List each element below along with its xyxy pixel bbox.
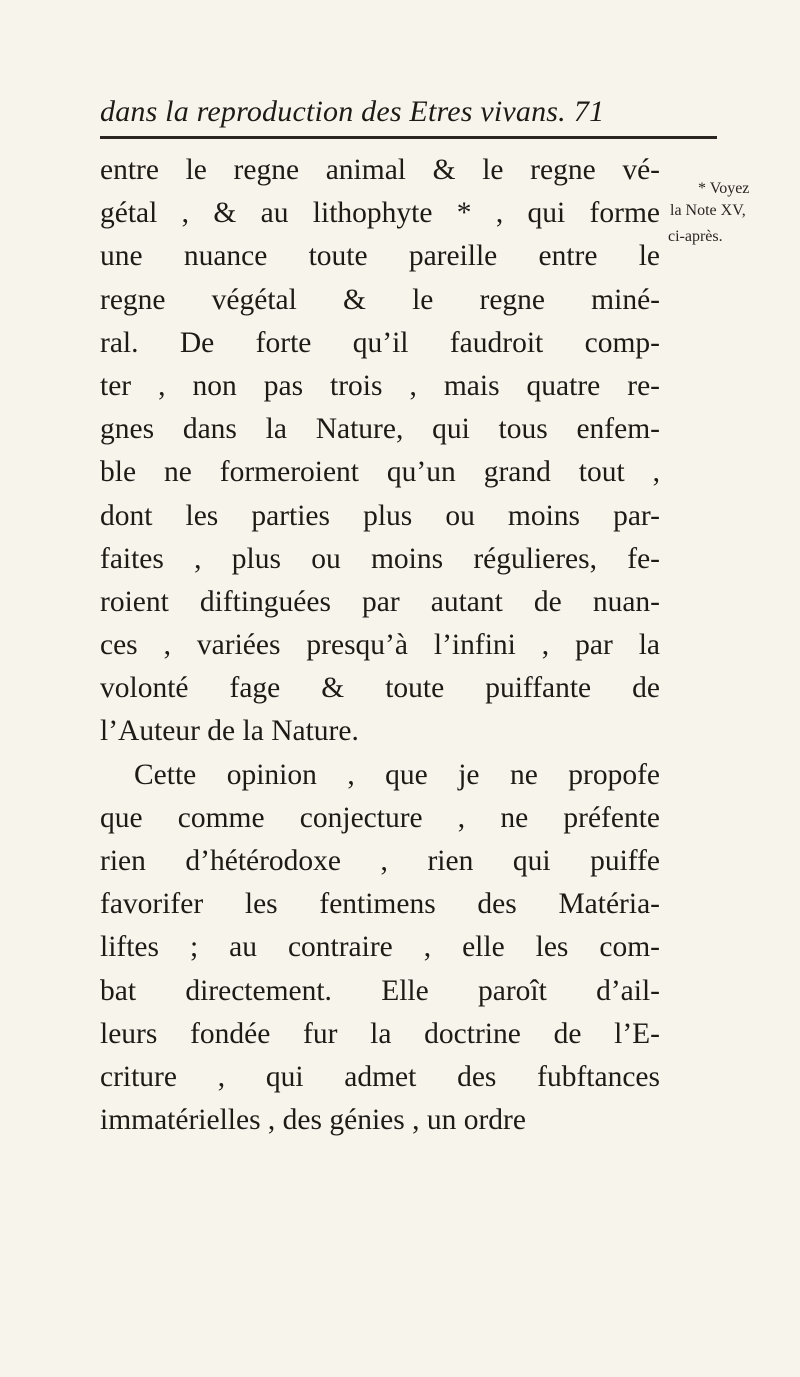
text-line: criture , qui admet des fubftances (100, 1060, 660, 1093)
margin-note (668, 178, 786, 248)
text-line: gétal , & au lithophyte * , qui forme (100, 197, 660, 230)
text-line: faites , plus ou moins régulieres, fe- (100, 542, 660, 575)
text-line: dont les parties plus ou moins par- (100, 499, 660, 532)
text-line: que comme conjecture , ne préfente (100, 801, 660, 834)
text-line: ral. De forte qu’il faudroit comp- (100, 326, 660, 359)
text-line: Cette opinion , que je ne propofe (134, 758, 660, 791)
header-rule (100, 136, 717, 139)
text-line: volonté fage & toute puiffante de (100, 672, 660, 705)
text-line: une nuance toute pareille entre le (100, 240, 660, 273)
text-line: immatérielles , des génies , un ordre (100, 1104, 526, 1137)
text-line: leurs fondée fur la doctrine de l’E- (100, 1017, 660, 1050)
text-line: roient diftinguées par autant de nuan- (100, 585, 660, 618)
margin-note-line: ci-après. (668, 228, 723, 245)
text-line: gnes dans la Nature, qui tous enfem- (100, 413, 660, 446)
text-line: entre le regne animal & le regne vé- (100, 154, 660, 186)
text-line: regne végétal & le regne miné- (100, 283, 660, 316)
margin-note-line: la Note XV, (670, 202, 746, 219)
running-head (100, 95, 715, 129)
text-line: ble ne formeroient qu’un grand tout , (100, 456, 660, 489)
text-line: liftes ; au contraire , elle les com- (100, 931, 660, 964)
text-line: bat directement. Elle paroît d’ail- (100, 974, 660, 1007)
text-line: rien d’hétérodoxe , rien qui puiffe (100, 845, 660, 877)
text-line: ter , non pas trois , mais quatre re- (100, 369, 660, 402)
text-line: l’Auteur de la Nature. (100, 715, 359, 748)
margin-note-line: * Voyez (698, 180, 750, 197)
text-line: ces , variées presqu’à l’infini , par la (100, 629, 660, 662)
text-line: favorifer les fentimens des Matéria- (100, 888, 660, 921)
body-text (100, 149, 660, 1142)
page-number: 71 (573, 95, 605, 128)
running-title: dans la reproduction des Etres vivans. (100, 95, 566, 128)
